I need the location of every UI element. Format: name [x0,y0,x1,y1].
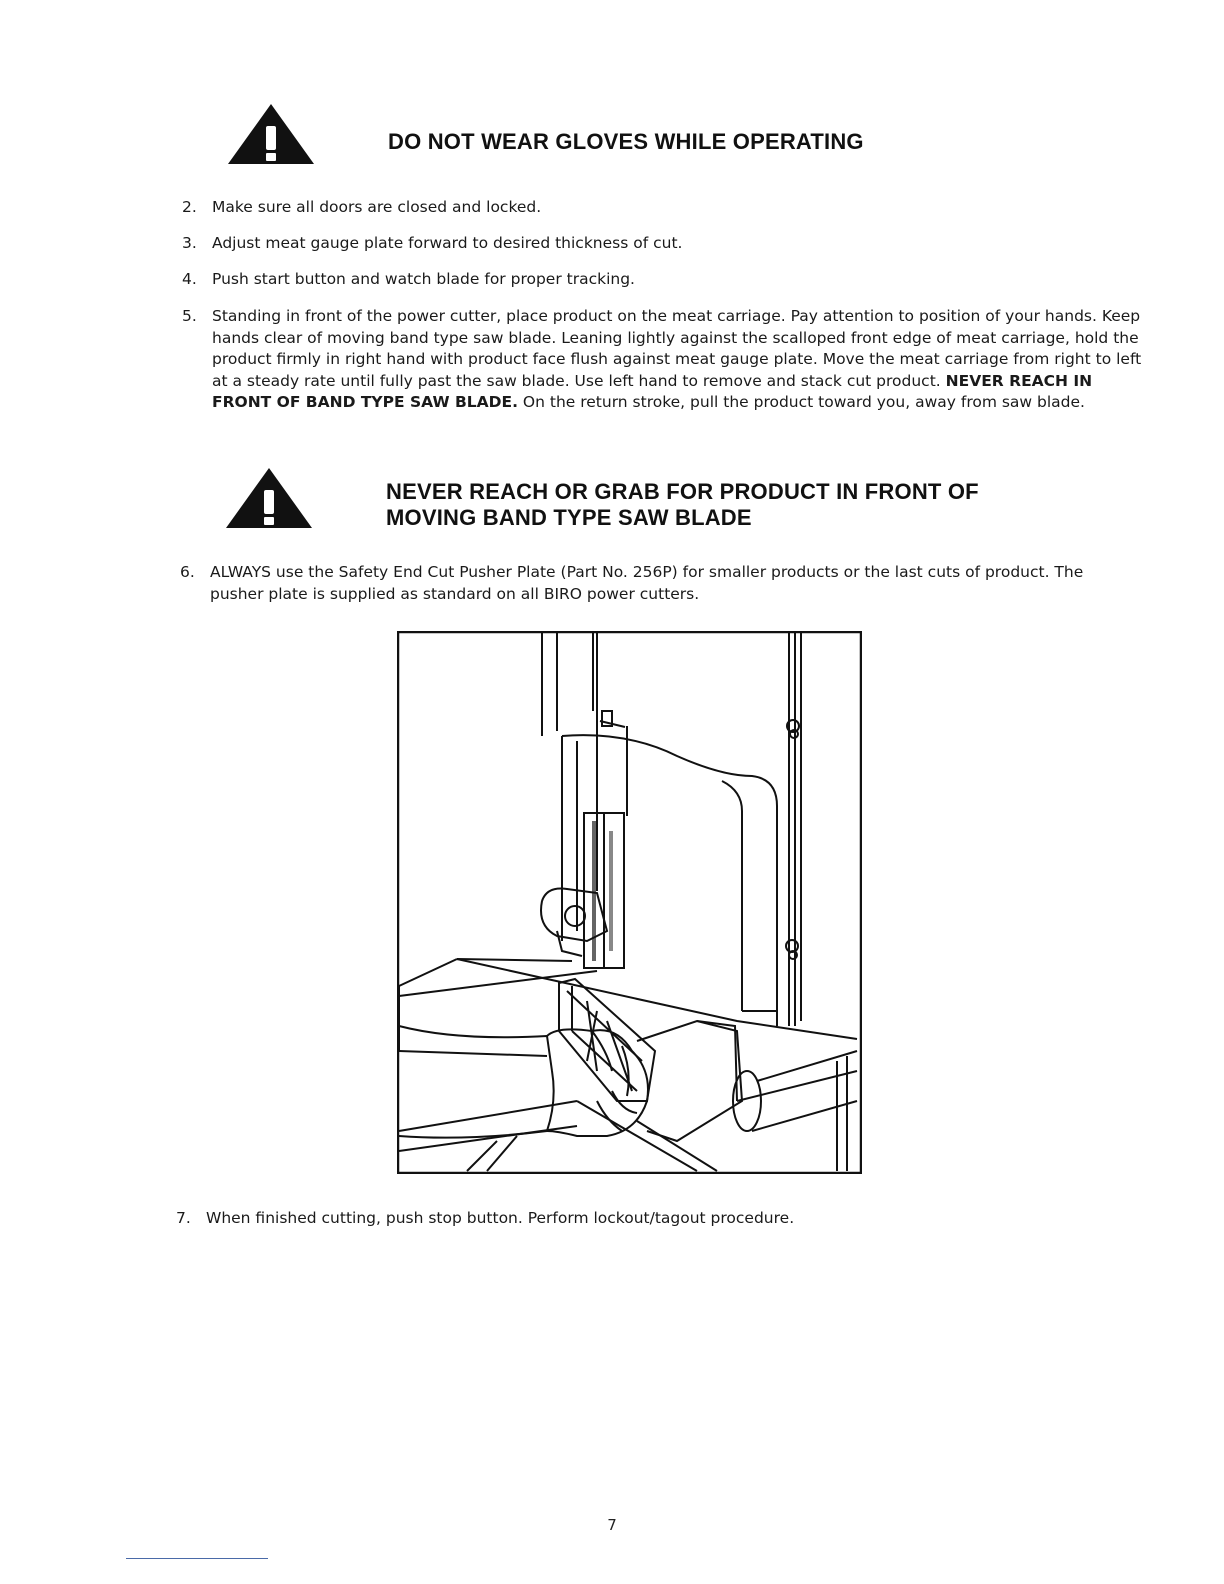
warning-gloves [0,102,1224,172]
step-2 [182,197,1142,219]
step-text: Make sure all doors are closed and locked. [212,198,542,216]
warning-title-line-1: NEVER REACH OR GRAB FOR PRODUCT IN FRONT OF [386,479,979,504]
step-5 [182,306,1142,414]
step-text: ALWAYS use the Safety End Cut Pusher Plate (Part No. 256P) for smaller products or the last cuts of product. The pusher plate is supplied as standard on all BIRO power cutters. [210,563,1084,603]
warning-triangle-icon [226,102,316,166]
warning-title: DO NOT WEAR GLOVES WHILE OPERATING [388,129,864,154]
step-number: 6. [180,563,195,581]
step-number: 7. [176,1209,191,1227]
step-4 [182,269,1142,291]
step-7 [176,1208,1136,1230]
warning-triangle-icon [224,466,314,530]
step-text [212,306,1142,414]
step-6 [180,562,1140,605]
step-text-after: On the return stroke, pull the product toward you, away from saw blade. [522,393,1085,411]
warning-title-line-2: MOVING BAND TYPE SAW BLADE [386,505,752,530]
step-text: Push start button and watch blade for proper tracking. [212,270,635,288]
step-3 [182,233,1142,255]
step-text: Adjust meat gauge plate forward to desired thickness of cut. [212,234,683,252]
page-number: 7 [607,1516,617,1534]
band-saw-illustration-icon [397,631,862,1174]
footer-rule [126,1558,268,1559]
step-number: 2. [182,198,197,216]
step-text: When finished cutting, push stop button. Perform lockout/tagout procedure. [206,1209,795,1227]
step-number: 4. [182,270,197,288]
warning-never-reach [0,466,1224,536]
step-number: 5. [182,307,197,325]
step-text-before: Standing in front of the power cutter, place product on the meat carriage. Pay attention to position of your hands. Keep hands clear of moving band type saw blade. Leaning lightly against the scalloped front edge of meat carriage, hold the product firmly in right hand with product face flush against meat gauge plate. Move the meat carriage from right to left at a steady rate until fully past the saw blade. Use left hand to remove and stack cut product. [212,307,1142,390]
step-number: 3. [182,234,197,252]
step-text-bold-warning: NEVER REACH IN FRONT OF BAND TYPE SAW BLADE. [212,371,1093,411]
